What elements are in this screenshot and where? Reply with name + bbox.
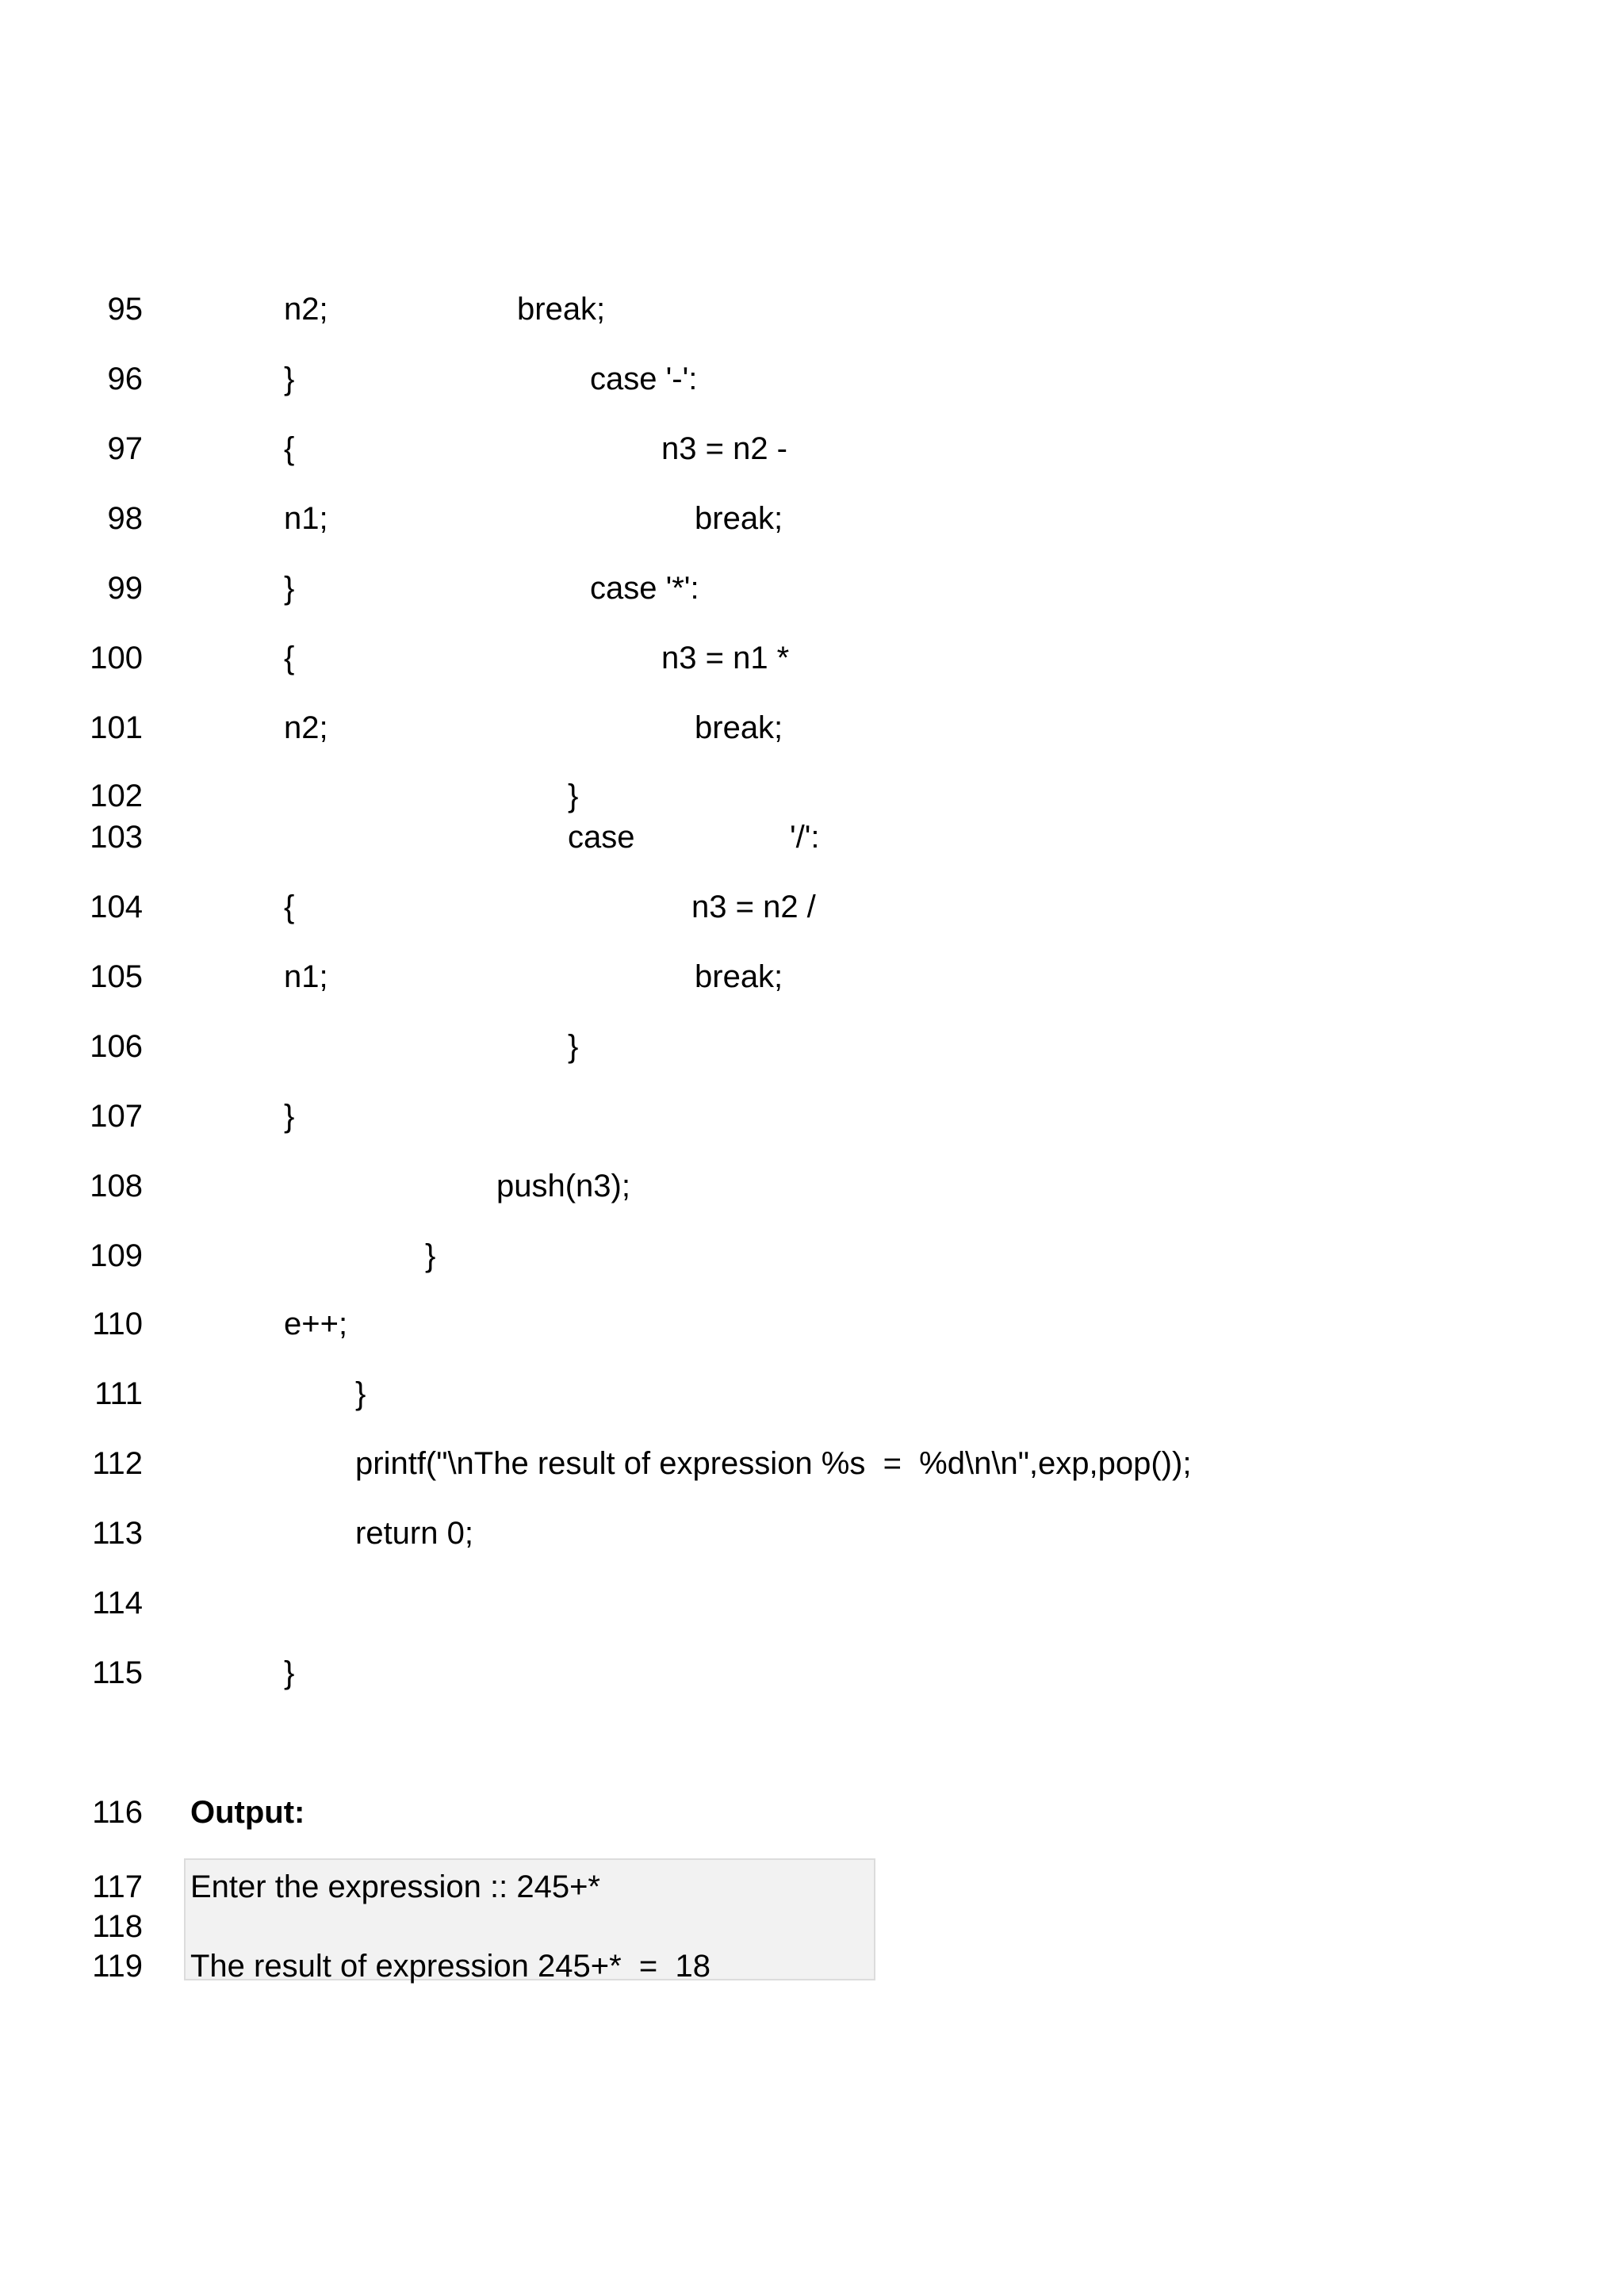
code-text: n1; bbox=[284, 501, 328, 536]
line-number: 117 bbox=[92, 1869, 143, 1904]
code-text: } bbox=[284, 571, 295, 606]
line-number: 100 bbox=[90, 641, 143, 675]
line-number: 99 bbox=[107, 571, 143, 606]
line-number: 95 bbox=[107, 292, 143, 327]
code-text: n2; bbox=[284, 710, 328, 745]
line-number: 102 bbox=[90, 779, 143, 813]
line-number: 98 bbox=[107, 501, 143, 536]
code-text: n2; bbox=[284, 292, 328, 327]
line-number: 101 bbox=[90, 710, 143, 745]
code-text: n3 = n1 * bbox=[661, 641, 790, 675]
line-number: 107 bbox=[90, 1099, 143, 1134]
line-number: 109 bbox=[90, 1238, 143, 1273]
code-text: } bbox=[425, 1238, 436, 1273]
line-number: 116 bbox=[92, 1795, 143, 1830]
code-text: { bbox=[284, 890, 295, 924]
line-number: 97 bbox=[107, 431, 143, 466]
code-text: break; bbox=[695, 959, 783, 994]
code-text: } bbox=[284, 362, 295, 396]
output-text: Enter the expression :: 245+* bbox=[190, 1869, 600, 1904]
code-text: { bbox=[284, 641, 295, 675]
code-text: } bbox=[355, 1376, 366, 1411]
code-text: return 0; bbox=[355, 1516, 473, 1551]
line-number: 105 bbox=[90, 959, 143, 994]
code-text: e++; bbox=[284, 1307, 348, 1341]
code-text: case '*': bbox=[590, 571, 699, 606]
code-text: } bbox=[284, 1099, 295, 1134]
code-text: case '-': bbox=[590, 362, 698, 396]
line-number: 106 bbox=[90, 1029, 143, 1064]
code-text: '/': bbox=[790, 820, 820, 855]
line-number: 111 bbox=[94, 1376, 143, 1411]
code-text: case bbox=[568, 820, 635, 855]
line-number: 119 bbox=[92, 1949, 143, 1984]
code-text: } bbox=[568, 779, 579, 813]
code-text: break; bbox=[517, 292, 606, 327]
line-number: 96 bbox=[107, 362, 143, 396]
code-text: n1; bbox=[284, 959, 328, 994]
line-number: 118 bbox=[92, 1909, 143, 1944]
code-text: } bbox=[284, 1655, 295, 1690]
code-text: { bbox=[284, 431, 295, 466]
line-number: 104 bbox=[90, 890, 143, 924]
code-text: n3 = n2 - bbox=[661, 431, 788, 466]
code-text: n3 = n2 / bbox=[691, 890, 816, 924]
line-number: 110 bbox=[92, 1307, 143, 1341]
line-number: 114 bbox=[92, 1586, 143, 1621]
output-text: The result of expression 245+* = 18 bbox=[190, 1949, 710, 1984]
line-number: 113 bbox=[92, 1516, 143, 1551]
code-text: push(n3); bbox=[496, 1169, 630, 1203]
code-text: break; bbox=[695, 501, 783, 536]
code-text: break; bbox=[695, 710, 783, 745]
line-number: 103 bbox=[90, 820, 143, 855]
line-number: 112 bbox=[92, 1446, 143, 1481]
line-number: 115 bbox=[92, 1655, 143, 1690]
code-text: } bbox=[568, 1029, 579, 1064]
code-text: printf("\nThe result of expression %s = %d\n\n",exp,pop()); bbox=[355, 1446, 1192, 1481]
output-heading: Output: bbox=[190, 1795, 305, 1830]
line-number: 108 bbox=[90, 1169, 143, 1203]
